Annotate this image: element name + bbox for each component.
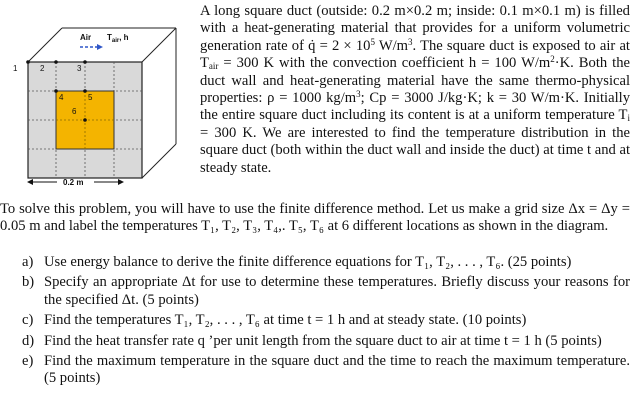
node-6 (83, 118, 87, 122)
node-label-4: 4 (59, 93, 64, 102)
node-3 (83, 60, 87, 64)
question-marker: b) (22, 274, 35, 291)
question-marker: e) (22, 353, 34, 370)
question-d (22, 333, 630, 350)
method-instructions: To solve this problem, you will have to use the finite difference method. Let us make a grid size Δx = Δy = 0.05 m and label the temperatures T₁, T₂, T₃, T₄,. T₅, T₆ at 6 different locations as shown in the diagram. (0, 201, 630, 235)
question-list (22, 254, 630, 391)
question-text: Specify an appropriate Δt for use to determine these temperatures. Briefly discuss your reasons for the specified Δt. (5 points) (44, 274, 630, 308)
question-marker: a) (22, 254, 34, 270)
question-b (22, 274, 630, 309)
question-a (22, 254, 630, 271)
air-flow-arrow-icon (80, 44, 103, 50)
node-label-5: 5 (88, 93, 93, 102)
question-text: Use energy balance to derive the finite difference equations for T₁, T₂, . . . , T₆. (25 points) (44, 254, 572, 270)
question-e (22, 353, 630, 388)
problem-intro: A long square duct (outside: 0.2 m×0.2 m; inside: 0.1 m×0.1 m) is filled with a heat-generating material that provides for a uniform volumetric generation rate of q̇ = $2 \times 10^5$ $W/m^3$. The square duct is exposed to air at $T_{air} = 300$ K with the convection coefficient h = 100 $W/m^2\cdot K$. Both the duct wall and heat-generating material have the same thermo-physical properties: ρ = 1000 $kg/m^3$; Cp = 3000 J/kg·K; k = 30 W/m·K. Initially the entire square duct including its content is at a uniform temperature $T_i = 300$ K. We are interested to find the temperature distribution in the square duct (both within the duct wall and inside the duct) at time t and at steady state. (200, 3, 631, 176)
tair-label: $T_{air}$, h (107, 33, 129, 44)
node-label-3: 3 (77, 64, 82, 73)
node-4 (54, 89, 58, 93)
air-label: Air (80, 33, 92, 42)
node-5 (83, 89, 87, 93)
node-1 (26, 60, 30, 64)
question-text: Find the temperatures T₁, T₂, . . . , T₆ at time t = 1 h and at steady state. (10 points) (44, 312, 527, 329)
question-text: Find the heat transfer rate q ’per unit length from the square duct to air at time t = 1 h (5 points) (44, 332, 602, 349)
dimension-label: 0.2 m (63, 178, 84, 187)
node-2 (54, 60, 58, 64)
question-text: Find the maximum temperature in the square duct and the time to reach the maximum temperature. (5 points) (44, 353, 630, 387)
question-c (22, 312, 630, 329)
node-label-1: 1 (13, 64, 18, 73)
question-marker: d) (22, 332, 35, 349)
question-marker: c) (22, 312, 34, 329)
node-label-2: 2 (40, 64, 45, 73)
node-label-6: 6 (72, 107, 77, 116)
square-duct-diagram (0, 0, 195, 190)
